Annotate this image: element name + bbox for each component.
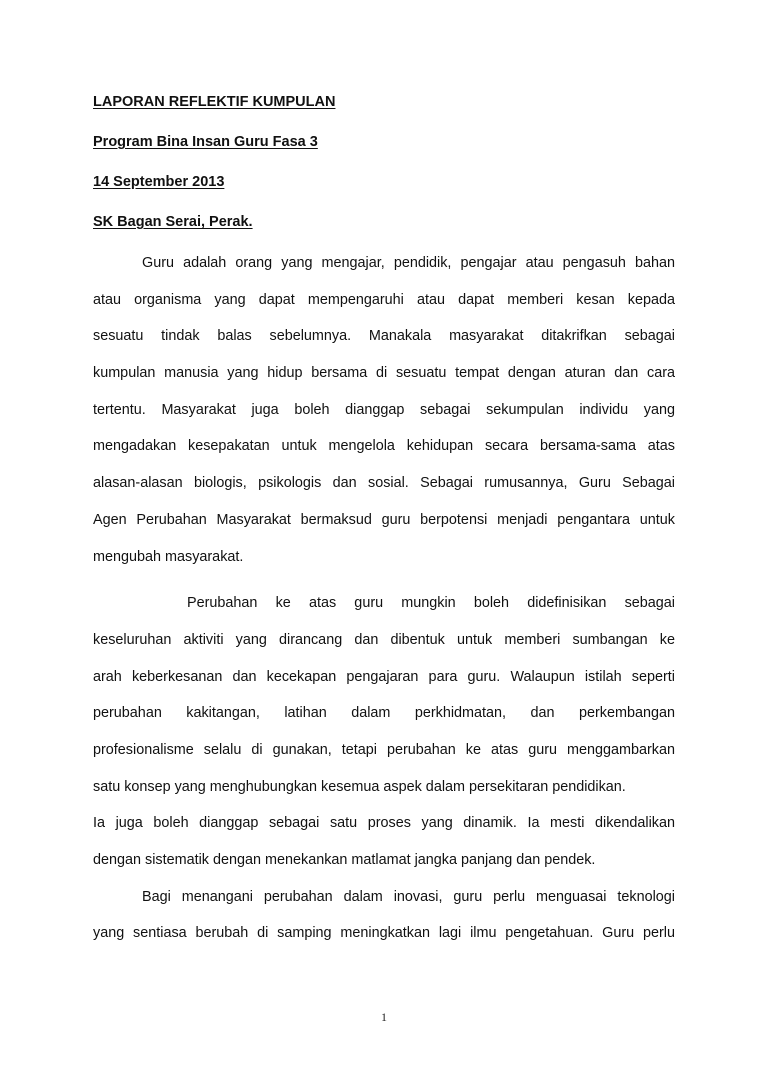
paragraph (93, 883, 675, 956)
text-line: profesionalisme selalu di gunakan, tetapi perubahan ke atas guru menggambarkan (93, 741, 675, 758)
paragraph (93, 589, 675, 809)
text-line: alasan-alasan biologis, psikologis dan sosial. Sebagai rumusannya, Guru Sebagai (93, 475, 675, 492)
text-line: satu konsep yang menghubungkan kesemua aspek dalam persekitaran pendidikan. (93, 778, 626, 795)
text-line: tertentu. Masyarakat juga boleh dianggap sebagai sekumpulan individu yang (93, 401, 675, 418)
text-line: Perubahan ke atas guru mungkin boleh didefinisikan sebagai (187, 595, 675, 612)
paragraph (93, 809, 675, 882)
report-title: LAPORAN REFLEKTIF KUMPULAN (93, 94, 336, 110)
report-date: 14 September 2013 (93, 174, 225, 190)
text-line: mengadakan kesepakatan untuk mengelola kehidupan secara bersama-sama atas (93, 438, 675, 455)
report-location: SK Bagan Serai, Perak. (93, 214, 253, 230)
text-line: dengan sistematik dengan menekankan matlamat jangka panjang dan pendek. (93, 852, 596, 868)
paragraph (93, 249, 675, 579)
text-line: arah keberkesanan dan kecekapan pengajaran para guru. Walaupun istilah seperti (93, 668, 675, 685)
program-name: Program Bina Insan Guru Fasa 3 (93, 134, 318, 150)
text-line: Guru adalah orang yang mengajar, pendidik, pengajar atau pengasuh bahan (142, 255, 675, 271)
text-line: sesuatu tindak balas sebelumnya. Manakala masyarakat ditakrifkan sebagai (93, 328, 675, 345)
text-line: mengubah masyarakat. (93, 548, 244, 565)
text-line: atau organisma yang dapat mempengaruhi atau dapat memberi kesan kepada (93, 291, 675, 308)
text-line: kumpulan manusia yang hidup bersama di sesuatu tempat dengan aturan dan cara (93, 365, 675, 382)
page-number: 1 (381, 1010, 387, 1024)
text-line: perubahan kakitangan, latihan dalam perkhidmatan, dan perkembangan (93, 705, 675, 722)
report-body (93, 249, 675, 956)
text-line: Agen Perubahan Masyarakat bermaksud guru berpotensi menjadi pengantara untuk (93, 511, 675, 528)
text-line: keseluruhan aktiviti yang dirancang dan dibentuk untuk memberi sumbangan ke (93, 631, 675, 648)
text-line: Ia juga boleh dianggap sebagai satu proses yang dinamik. Ia mesti dikendalikan (93, 815, 675, 832)
text-line: yang sentiasa berubah di samping meningkatkan lagi ilmu pengetahuan. Guru perlu (93, 925, 675, 942)
text-line: Bagi menangani perubahan dalam inovasi, guru perlu menguasai teknologi (142, 888, 675, 905)
